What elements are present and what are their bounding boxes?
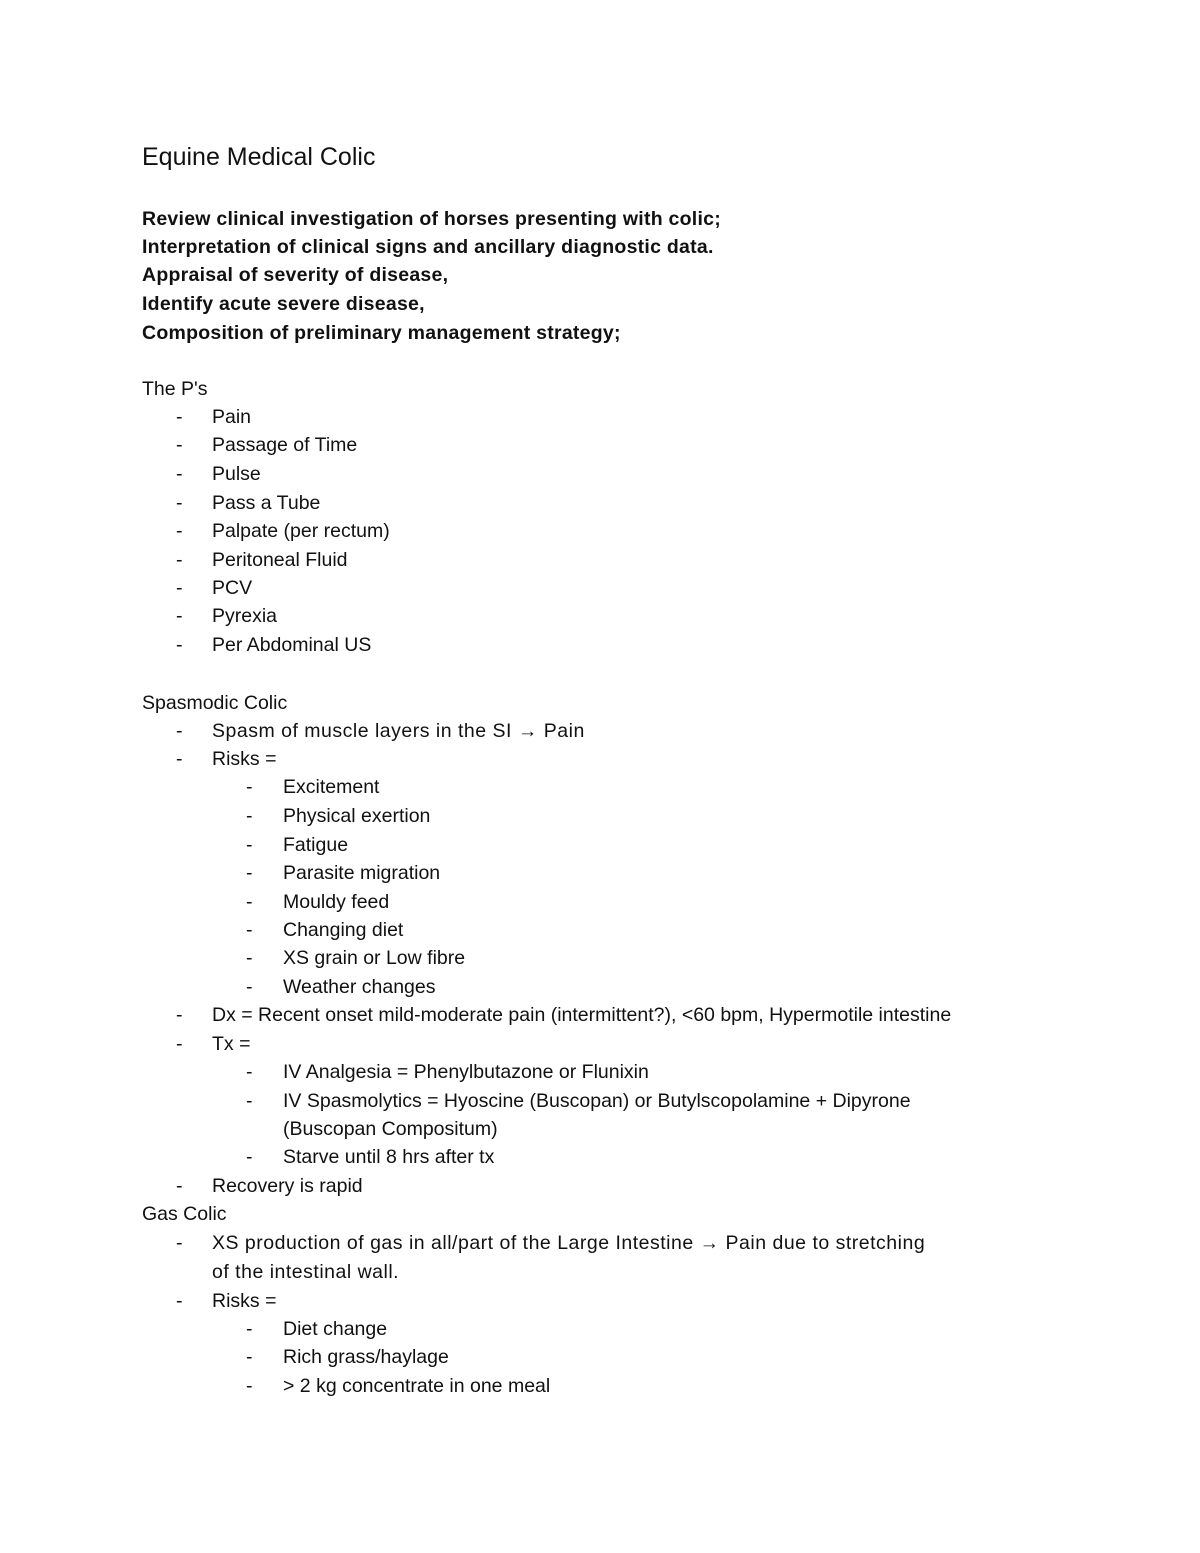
objective-line: Review clinical investigation of horses presenting with colic; (142, 208, 721, 230)
list-item: PCV (212, 577, 253, 599)
risk-item: Changing diet (283, 919, 404, 941)
bullet-dash: - (176, 1290, 183, 1312)
objective-line: Composition of preliminary management strategy; (142, 322, 621, 344)
bullet-dash: - (176, 520, 183, 542)
risk-item: Excitement (283, 776, 380, 798)
list-item: Palpate (per rectum) (212, 520, 390, 542)
bullet-dash: - (176, 720, 183, 742)
bullet-dash: - (246, 1146, 253, 1168)
bullet-dash: - (246, 1318, 253, 1340)
treatment-item: Starve until 8 hrs after tx (283, 1146, 495, 1168)
gas-definition-continued: of the intestinal wall. (212, 1261, 400, 1283)
bullet-dash: - (176, 605, 183, 627)
bullet-dash: - (176, 1004, 183, 1026)
risk-item: Rich grass/haylage (283, 1346, 449, 1368)
treatment-item: IV Analgesia = Phenylbutazone or Flunixin (283, 1061, 649, 1083)
bullet-dash: - (246, 1375, 253, 1397)
bullet-dash: - (176, 549, 183, 571)
risk-item: > 2 kg concentrate in one meal (283, 1375, 551, 1397)
risk-item: Physical exertion (283, 805, 431, 827)
treatment-item: IV Spasmolytics = Hyoscine (Buscopan) or Butylscopolamine + Dipyrone (283, 1090, 911, 1112)
diagnosis-line: Dx = Recent onset mild-moderate pain (intermittent?), <60 bpm, Hypermotile intestine (212, 1004, 952, 1026)
bullet-dash: - (246, 1061, 253, 1083)
bullet-dash: - (176, 406, 183, 428)
bullet-dash: - (176, 463, 183, 485)
list-item: Peritoneal Fluid (212, 549, 348, 571)
bullet-dash: - (176, 577, 183, 599)
document-title: Equine Medical Colic (142, 143, 376, 171)
spasmodic-definition: Spasm of muscle layers in the SI → Pain (212, 720, 585, 742)
list-item: Pyrexia (212, 605, 278, 627)
bullet-dash: - (246, 776, 253, 798)
bullet-dash: - (176, 1175, 183, 1197)
bullet-dash: - (246, 976, 253, 998)
list-item: Pass a Tube (212, 492, 321, 514)
risk-item: Weather changes (283, 976, 436, 998)
objective-line: Appraisal of severity of disease, (142, 264, 449, 286)
list-item: Per Abdominal US (212, 634, 372, 656)
treatment-label: Tx = (212, 1033, 251, 1055)
bullet-dash: - (176, 634, 183, 656)
recovery-line: Recovery is rapid (212, 1175, 363, 1197)
section-heading-spasmodic: Spasmodic Colic (142, 692, 288, 714)
bullet-dash: - (176, 748, 183, 770)
risk-item: XS grain or Low fibre (283, 947, 466, 969)
objective-line: Interpretation of clinical signs and ancillary diagnostic data. (142, 236, 714, 258)
bullet-dash: - (246, 862, 253, 884)
risk-item: Diet change (283, 1318, 388, 1340)
bullet-dash: - (246, 891, 253, 913)
bullet-dash: - (246, 1346, 253, 1368)
risk-item: Fatigue (283, 834, 349, 856)
bullet-dash: - (246, 805, 253, 827)
list-item: Pulse (212, 463, 261, 485)
list-item: Passage of Time (212, 434, 358, 456)
risk-item: Mouldy feed (283, 891, 390, 913)
bullet-dash: - (176, 434, 183, 456)
bullet-dash: - (246, 834, 253, 856)
bullet-dash: - (176, 1232, 183, 1254)
list-item: Pain (212, 406, 252, 428)
section-heading-gas: Gas Colic (142, 1203, 227, 1225)
objective-line: Identify acute severe disease, (142, 293, 425, 315)
treatment-item-continued: (Buscopan Compositum) (283, 1118, 498, 1140)
bullet-dash: - (246, 1090, 253, 1112)
bullet-dash: - (176, 1033, 183, 1055)
section-heading-ps: The P's (142, 378, 208, 400)
gas-definition: XS production of gas in all/part of the Large Intestine → Pain due to stretching (212, 1232, 926, 1254)
bullet-dash: - (246, 947, 253, 969)
risks-label: Risks = (212, 1290, 277, 1312)
bullet-dash: - (176, 492, 183, 514)
risks-label: Risks = (212, 748, 277, 770)
bullet-dash: - (246, 919, 253, 941)
risk-item: Parasite migration (283, 862, 441, 884)
